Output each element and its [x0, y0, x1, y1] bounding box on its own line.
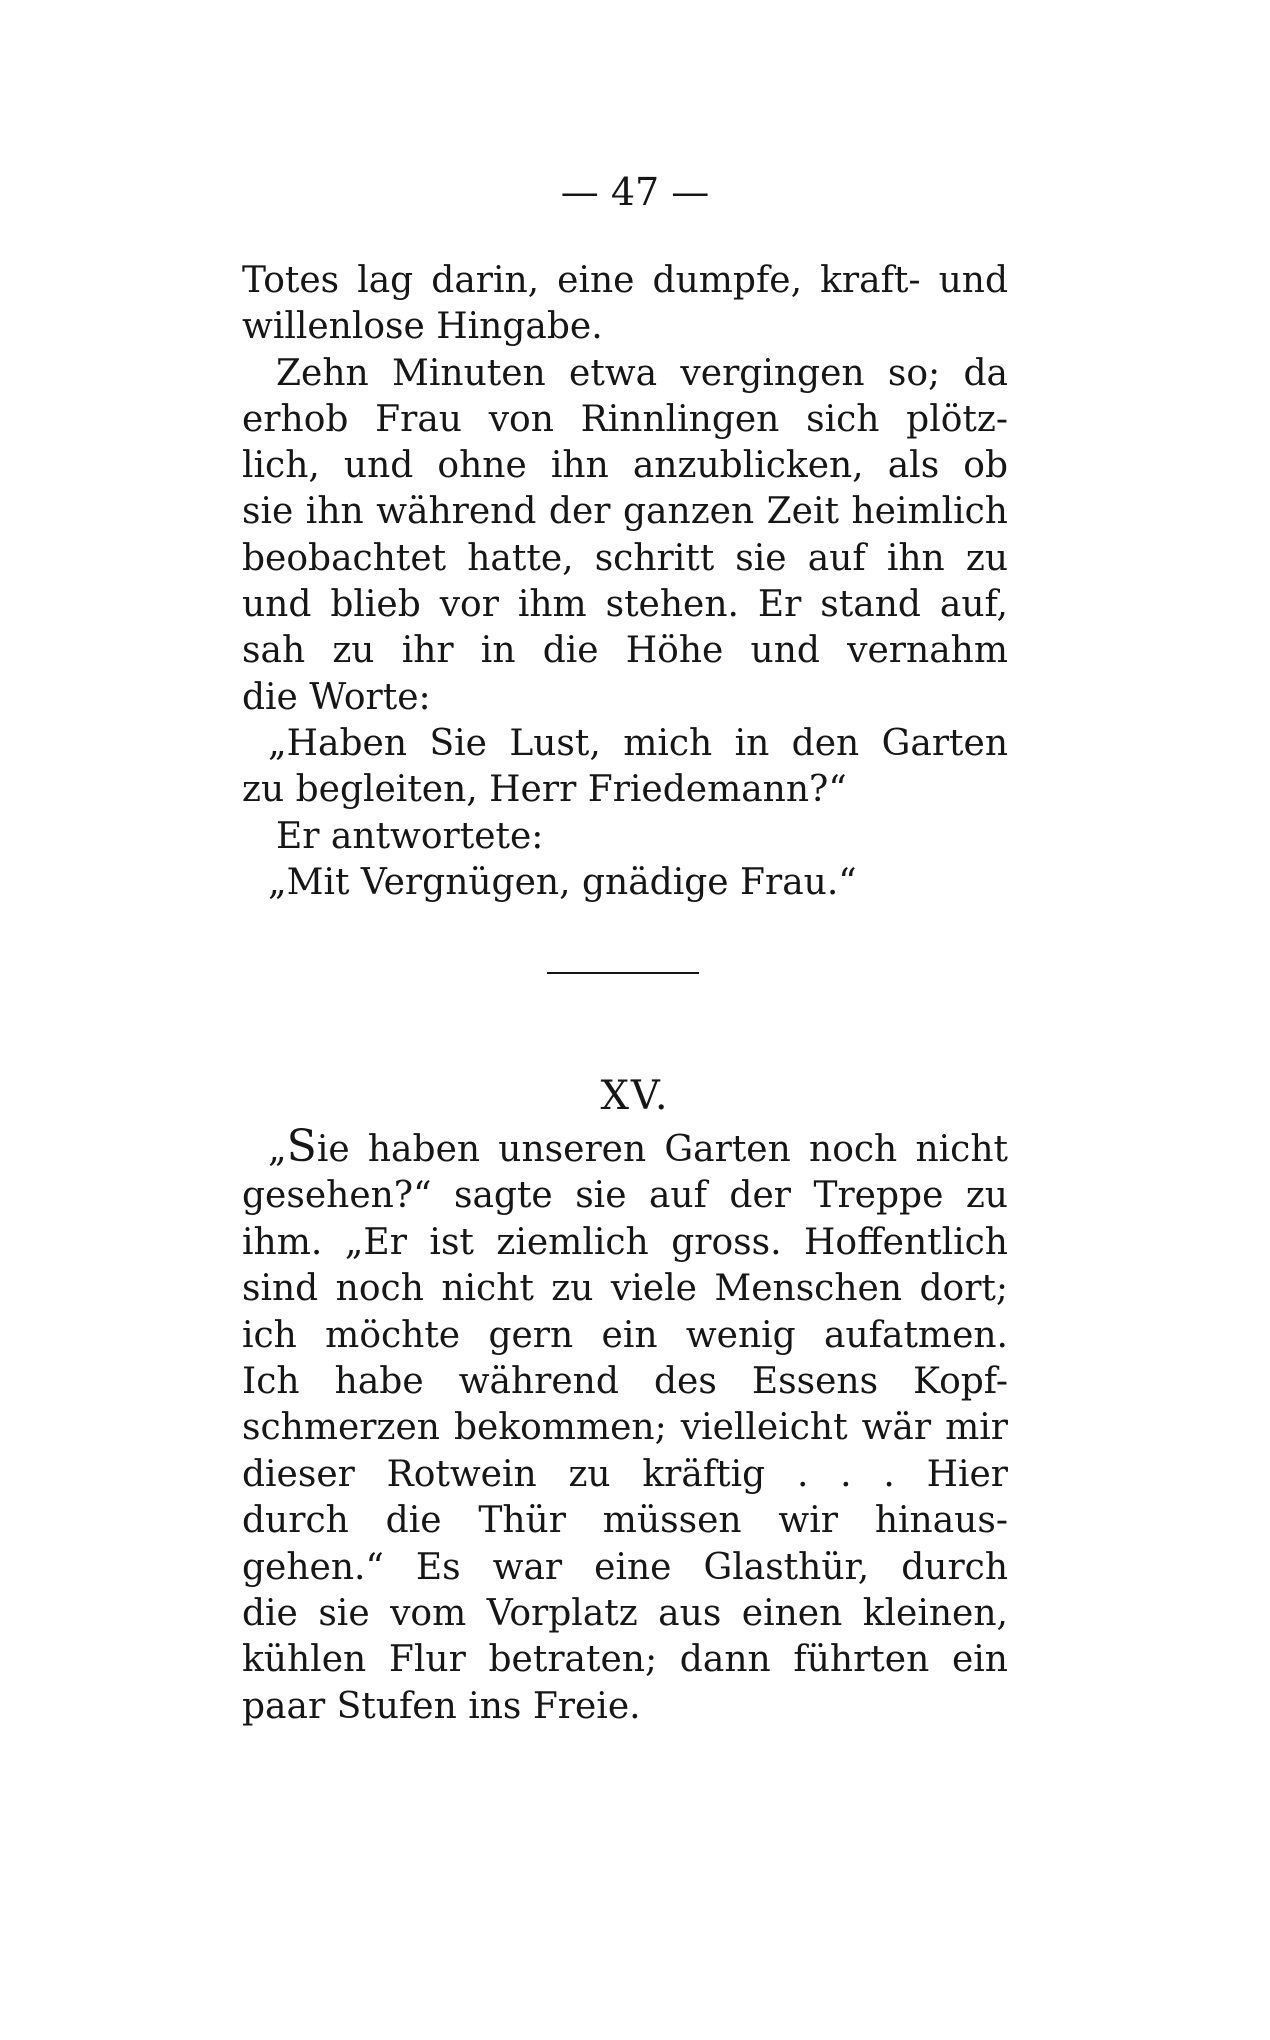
text-line-first: [242, 1121, 1008, 1173]
text-line: und blieb vor ihm stehen. Er stand auf,: [242, 584, 1008, 626]
text-line: sie ihn während der ganzen Zeit heimlich: [242, 491, 1008, 533]
text-line: beobachtet hatte, schritt sie auf ihn zu: [242, 537, 1008, 579]
text-line: willenlose Hingabe.: [242, 306, 603, 348]
text-line: erhob Frau von Rinnlingen sich plötz-: [242, 398, 1008, 440]
chapter-heading: XV.: [600, 1073, 670, 1119]
text-line: Ich habe während des Essens Kopf-: [242, 1361, 1008, 1403]
paragraph-block-chapter: [242, 1121, 1008, 1730]
first-line-text: ie haben unseren Garten noch nicht: [316, 1129, 1008, 1170]
text-line: „Mit Vergnügen, gnädige Frau.“: [268, 861, 857, 903]
paragraph-block-continuation: [242, 258, 1008, 906]
text-line: zu begleiten, Herr Friedemann?“: [242, 769, 847, 811]
text-line: durch die Thür müssen wir hinaus-: [242, 1500, 1008, 1542]
text-line: Zehn Minuten etwa vergingen so; da: [276, 352, 1008, 394]
text-line: die Worte:: [242, 676, 431, 718]
text-line: lich, und ohne ihn anzublicken, als ob: [242, 445, 1008, 487]
page-number: — 47 —: [560, 170, 710, 214]
text-line: dieser Rotwein zu kräftig . . . Hier: [242, 1453, 1008, 1495]
text-line: sah zu ihr in die Höhe und vernahm: [242, 630, 1008, 672]
text-line: Er antwortete:: [276, 815, 544, 857]
text-line: „Haben Sie Lust, mich in den Garten: [268, 722, 1008, 764]
text-line: die sie vom Vorplatz aus einen kleinen,: [242, 1593, 1008, 1635]
opening-quote: „: [268, 1129, 287, 1170]
text-line: gehen.“ Es war eine Glasthür, durch: [242, 1546, 1008, 1588]
text-line: ich möchte gern ein wenig aufatmen.: [242, 1314, 1008, 1356]
text-line: gesehen?“ sagte sie auf der Treppe zu: [242, 1175, 1008, 1217]
section-divider: [547, 972, 699, 974]
text-line: paar Stufen ins Freie.: [242, 1685, 641, 1727]
dropcap-letter: S: [286, 1121, 317, 1172]
text-line: sind noch nicht zu viele Menschen dort;: [242, 1268, 1008, 1310]
text-line: schmerzen bekommen; vielleicht wär mir: [242, 1407, 1008, 1449]
text-line: kühlen Flur betraten; dann führten ein: [242, 1639, 1008, 1681]
text-line: ihm. „Er ist ziemlich gross. Hoffentlich: [242, 1221, 1008, 1263]
text-line: Totes lag darin, eine dumpfe, kraft- und: [242, 260, 1008, 301]
